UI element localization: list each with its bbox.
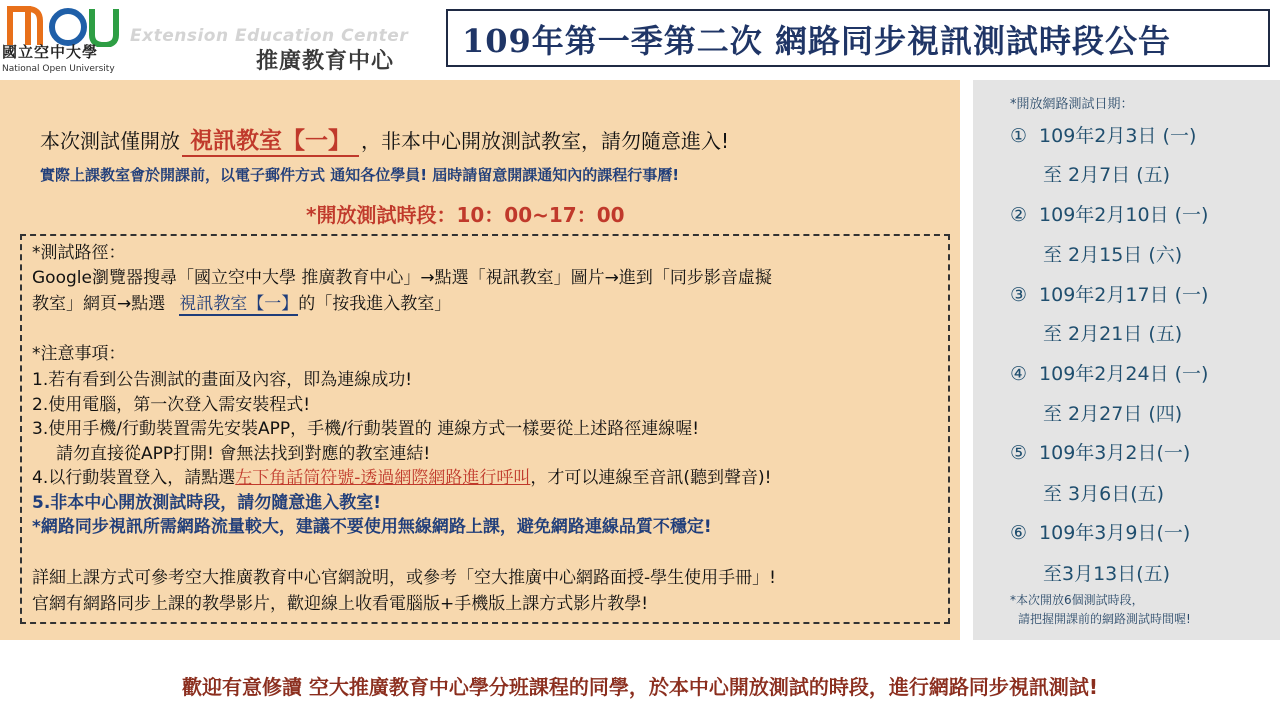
date-range-3-end: 至 2月21日 (五) [1043, 323, 1183, 345]
date-range-5-start [1010, 438, 1190, 465]
logo-chinese-name: 國立空中大學 [2, 43, 99, 61]
note-item-2: 2.使用電腦，第一次登入需安裝程式! [32, 395, 311, 415]
date-start: 109年3月2日(一) [1039, 442, 1191, 464]
route-step-2 [32, 292, 451, 316]
detail-line-2: 官網有網路同步上課的教學影片，歡迎線上收看電腦版+手機版上課方式影片教學! [32, 594, 649, 614]
phone-call-hint: 左下角話筒符號-透過網際網路進行呼叫 [235, 468, 531, 488]
test-room-notice [40, 122, 729, 157]
footer-welcome: 歡迎有意修讀 空大推廣教育中心學分班課程的同學，於本中心開放測試的時段，進行網路同步視訊測試! [181, 675, 1099, 699]
note-item-5: 5.非本中心開放測試時段，請勿隨意進入教室! [32, 493, 382, 513]
date-range-4-end: 至 2月27日 (四) [1043, 403, 1183, 425]
date-start: 109年2月10日 (一) [1039, 204, 1209, 226]
side-note-2: 請把握開課前的網路測試時間喔! [1018, 612, 1191, 626]
date-start: 109年2月24日 (一) [1039, 363, 1209, 385]
date-start: 109年2月17日 (一) [1039, 284, 1209, 306]
center-english-name: Extension Education Center [130, 26, 409, 46]
page-title: 109年第一季第二次 網路同步視訊測試時段公告 [462, 22, 1171, 60]
note-item-3-continued: 請勿直接從APP打開! 會無法找到對應的教室連結! [56, 444, 431, 464]
route-step-1: Google瀏覽器搜尋「國立空中大學 推廣教育中心」→點選「視訊教室」圖片→進到「同步影音虛擬 [32, 268, 772, 288]
notice-prefix: 本次測試僅開放 [40, 129, 180, 153]
number-badge: ⑤ [1010, 442, 1028, 464]
date-range-4-start [1010, 359, 1208, 386]
side-note-1: *本次開放6個測試時段， [1010, 593, 1144, 607]
detail-line-1: 詳細上課方式可參考空大推廣教育中心官網說明，或參考「空大推廣中心網路面授-學生使用手冊」! [32, 568, 776, 588]
date-range-2-start [1010, 200, 1208, 227]
logo-english-name: National Open University [2, 64, 115, 74]
date-range-2-end: 至 2月15日 (六) [1043, 244, 1183, 266]
notes-heading: *注意事項： [32, 344, 126, 364]
number-badge: ③ [1010, 284, 1028, 306]
notice-suffix: ，非本中心開放測試教室，請勿隨意進入! [361, 129, 730, 153]
date-range-5-end: 至 3月6日(五) [1043, 483, 1165, 505]
center-chinese-name: 推廣教育中心 [256, 49, 395, 74]
route-heading: *測試路徑： [32, 243, 126, 263]
classroom-link[interactable]: 視訊教室【一】 [179, 294, 299, 314]
date-range-1-end: 至 2月7日 (五) [1043, 164, 1171, 186]
note-4-prefix: 4.以行動裝置登入，請點選 [32, 468, 236, 488]
nou-logo [2, 5, 126, 79]
route-step-2-prefix: 教室」網頁→點選 [32, 294, 166, 314]
test-dates-heading: *開放網路測試日期： [1010, 97, 1134, 112]
date-range-6-end: 至3月13日(五) [1043, 563, 1171, 585]
email-notice: 實際上課教室會於開課前，以電子郵件方式 通知各位學員! 屆時請留意開課通知內的課程行事曆! [40, 166, 680, 184]
number-badge: ② [1010, 204, 1028, 226]
date-range-6-start [1010, 518, 1190, 545]
number-badge: ① [1010, 125, 1028, 147]
number-badge: ④ [1010, 363, 1028, 385]
date-start: 109年2月3日 (一) [1039, 125, 1197, 147]
date-start: 109年3月9日(一) [1039, 522, 1191, 544]
date-range-3-start [1010, 280, 1208, 307]
note-4-suffix: ，才可以連線至音訊(聽到聲音)! [530, 468, 772, 488]
date-range-1-start [1010, 121, 1196, 148]
test-hours: *開放測試時段：10：00~17：00 [306, 203, 625, 227]
bandwidth-warning: *網路同步視訊所需網路流量較大，建議不要使用無線網路上課，避免網路連線品質不穩定! [32, 517, 712, 537]
test-room-name: 視訊教室【一】 [182, 122, 359, 157]
note-item-3: 3.使用手機/行動裝置需先安裝APP，手機/行動裝置的 連線方式一樣要從上述路徑連線喔! [32, 419, 700, 439]
note-item-1: 1.若有看到公告測試的畫面及內容，即為連線成功! [32, 370, 413, 390]
number-badge: ⑥ [1010, 522, 1028, 544]
route-step-2-suffix: 的「按我進入教室」 [298, 294, 452, 314]
note-item-4 [32, 466, 771, 490]
